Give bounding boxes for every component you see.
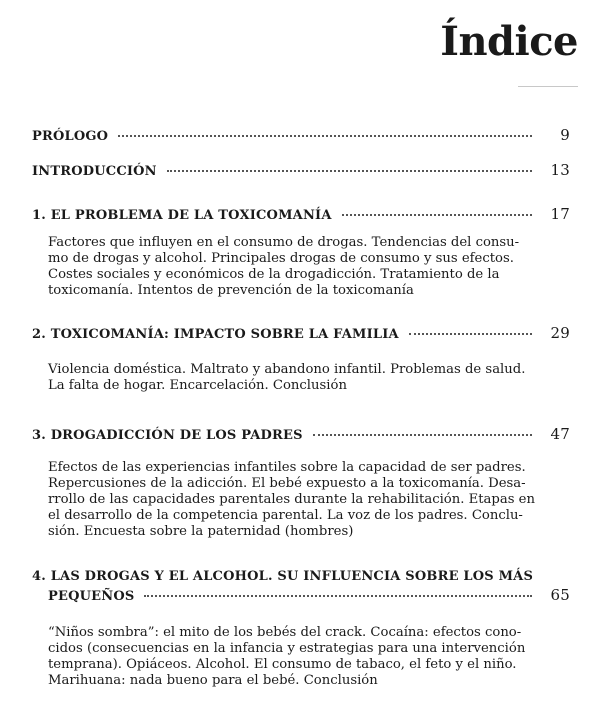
toc-entry-introduccion[interactable] bbox=[32, 161, 570, 179]
summary-line: Factores que influyen en el consumo de drogas. Tendencias del consu- bbox=[48, 235, 520, 250]
toc-entry-label: PEQUEÑOS bbox=[48, 589, 135, 604]
summary-line: temprana). Opiáceos. Alcohol. El consumo de tabaco, el feto y el niño. bbox=[48, 657, 517, 672]
summary-line: cidos (consecuencias en la infancia y estrategias para una intervención bbox=[48, 641, 526, 656]
toc-entry-chapter-4[interactable] bbox=[48, 586, 570, 604]
summary-line: Costes sociales y económicos de la drogadicción. Tratamiento de la bbox=[48, 267, 500, 282]
chapter-1-summary bbox=[48, 235, 538, 299]
toc-entry-page: 17 bbox=[550, 205, 570, 223]
toc-entry-page: 13 bbox=[550, 161, 570, 179]
summary-line: el desarrollo de la competencia parental. La voz de los padres. Conclu- bbox=[48, 508, 523, 523]
toc-entry-label: INTRODUCCIÓN bbox=[32, 164, 157, 179]
dot-leader bbox=[118, 135, 532, 137]
summary-line: La falta de hogar. Encarcelación. Conclusión bbox=[48, 378, 347, 393]
toc-entry-page: 9 bbox=[560, 126, 570, 144]
toc-entry-label: PRÓLOGO bbox=[32, 129, 109, 144]
dot-leader bbox=[342, 214, 532, 216]
summary-line: “Niños sombra”: el mito de los bebés del crack. Cocaína: efectos cono- bbox=[48, 625, 522, 640]
toc-entry-label: 3. DROGADICCIÓN DE LOS PADRES bbox=[32, 428, 303, 443]
toc-entry-chapter-2[interactable] bbox=[32, 324, 570, 342]
toc-entry-label: 1. EL PROBLEMA DE LA TOXICOMANÍA bbox=[32, 208, 332, 223]
toc-entry-chapter-1[interactable] bbox=[32, 205, 570, 223]
summary-line: Efectos de las experiencias infantiles sobre la capacidad de ser padres. bbox=[48, 460, 526, 475]
toc-entry-label: 2. TOXICOMANÍA: IMPACTO SOBRE LA FAMILIA bbox=[32, 327, 399, 342]
dot-leader bbox=[313, 434, 532, 436]
chapter-2-summary bbox=[48, 362, 538, 394]
toc-entry-chapter-3[interactable] bbox=[32, 425, 570, 443]
title-divider bbox=[518, 86, 578, 87]
toc-entry-page: 65 bbox=[550, 586, 570, 604]
toc-entry-chapter-4-label-line1[interactable]: 4. LAS DROGAS Y EL ALCOHOL. SU INFLUENCIA SOBRE LOS MÁS bbox=[32, 569, 534, 584]
summary-line: Repercusiones de la adicción. El bebé expuesto a la toxicomanía. Desa- bbox=[48, 476, 526, 491]
dot-leader bbox=[167, 170, 532, 172]
summary-line: mo de drogas y alcohol. Principales drogas de consumo y sus efectos. bbox=[48, 251, 514, 266]
summary-line: toxicomanía. Intentos de prevención de la toxicomanía bbox=[48, 283, 414, 298]
summary-line: Marihuana: nada bueno para el bebé. Conclusión bbox=[48, 673, 378, 688]
summary-line: rrollo de las capacidades parentales durante la rehabilitación. Etapas en bbox=[48, 492, 535, 507]
summary-line: Violencia doméstica. Maltrato y abandono infantil. Problemas de salud. bbox=[48, 362, 526, 377]
toc-entry-prologo[interactable] bbox=[32, 126, 570, 144]
chapter-4-summary bbox=[48, 625, 538, 689]
toc-entry-page: 29 bbox=[550, 324, 570, 342]
dot-leader bbox=[409, 333, 532, 335]
dot-leader bbox=[144, 595, 532, 597]
chapter-3-summary bbox=[48, 460, 538, 540]
page-title: Índice bbox=[440, 18, 578, 65]
summary-line: sión. Encuesta sobre la paternidad (hombres) bbox=[48, 524, 354, 539]
toc-entry-page: 47 bbox=[550, 425, 570, 443]
